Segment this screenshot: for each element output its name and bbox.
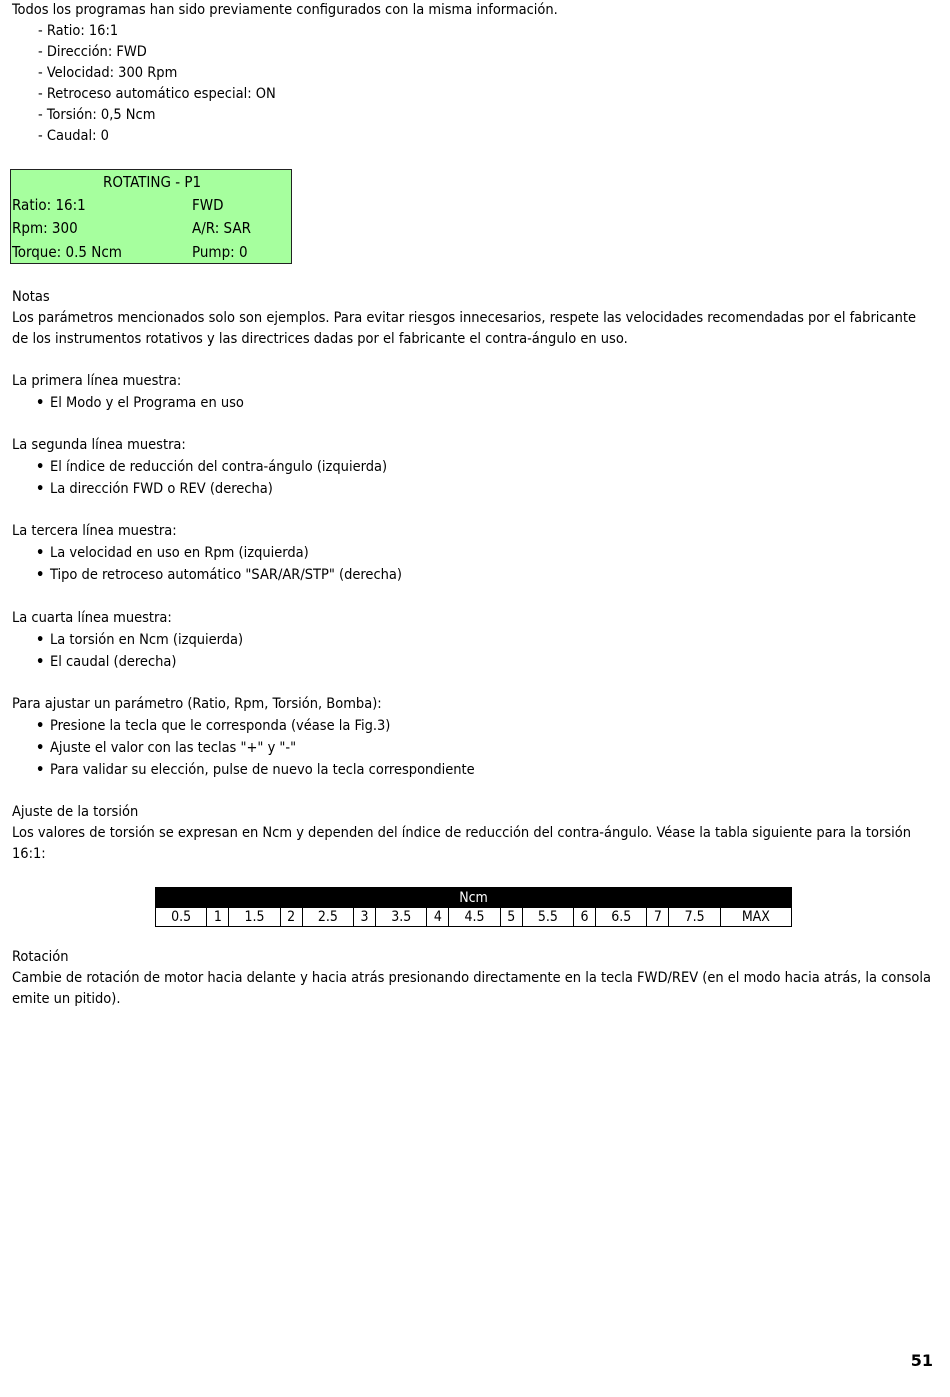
- table-cell: 2: [280, 908, 302, 927]
- ncm-table-header: Ncm: [156, 888, 792, 908]
- list-item: - Torsión: 0,5 Ncm: [38, 105, 932, 126]
- table-cell: 7.5: [669, 908, 720, 927]
- bullet-list: [12, 392, 932, 414]
- list-item: • Para validar su elección, pulse de nuevo la tecla correspondiente: [36, 759, 932, 781]
- table-cell: 0.5: [156, 908, 207, 927]
- ncm-table: [155, 887, 792, 927]
- list-item: • La velocidad en uso en Rpm (izquierda): [36, 542, 932, 564]
- table-cell: 3.5: [376, 908, 427, 927]
- bullet-list: [12, 456, 932, 500]
- display-ratio: Ratio: 16:1: [12, 196, 86, 214]
- list-item: - Dirección: FWD: [38, 42, 932, 63]
- list-item: - Caudal: 0: [38, 126, 932, 147]
- intro-list: [12, 21, 932, 147]
- rotation-text: Cambie de rotación de motor hacia delante y hacia atrás presionando directamente en la tecla FWD/REV (en el modo hacia atrás, la consola emite un pitido).: [12, 970, 931, 1007]
- table-cell: MAX: [720, 908, 791, 927]
- table-cell: 2.5: [302, 908, 353, 927]
- line-4-section: [12, 608, 932, 673]
- list-item: - Retroceso automático especial: ON: [38, 84, 932, 105]
- list-item: • Presione la tecla que le corresponda (véase la Fig.3): [36, 715, 932, 737]
- torque-text: Los valores de torsión se expresan en Ncm y dependen del índice de reducción del contra-ángulo. Véase la tabla siguiente para la torsión 16:1:: [12, 825, 911, 862]
- bullet-list: [12, 629, 932, 673]
- list-item: • La torsión en Ncm (izquierda): [36, 629, 932, 651]
- section-heading: La tercera línea muestra:: [12, 523, 177, 539]
- list-item: • Ajuste el valor con las teclas "+" y "-": [36, 737, 932, 759]
- notes-section: [12, 287, 932, 350]
- rotation-heading: Rotación: [12, 949, 69, 965]
- section-heading: La segunda línea muestra:: [12, 437, 186, 453]
- table-cell: 5.5: [522, 908, 573, 927]
- list-item: • El caudal (derecha): [36, 651, 932, 673]
- table-row: [156, 908, 792, 927]
- list-item: • El índice de reducción del contra-ángulo (izquierda): [36, 456, 932, 478]
- bullet-list: [12, 715, 932, 781]
- intro-section: [12, 0, 932, 147]
- table-cell: 1: [207, 908, 229, 927]
- table-cell: 3: [354, 908, 376, 927]
- section-heading: La primera línea muestra:: [12, 373, 182, 389]
- table-cell: 6: [574, 908, 596, 927]
- list-item: • El Modo y el Programa en uso: [36, 392, 932, 414]
- list-item: • Tipo de retroceso automático "SAR/AR/STP" (derecha): [36, 564, 932, 586]
- display-torque: Torque: 0.5 Ncm: [12, 243, 122, 261]
- section-heading: La cuarta línea muestra:: [12, 610, 172, 626]
- notes-text: Los parámetros mencionados solo son ejemplos. Para evitar riesgos innecesarios, respete las velocidades recomendadas por el fabricante de los instrumentos rotativos y las directrices dadas por el fabricante el contra-ángulo en uso.: [12, 310, 917, 347]
- table-cell: 6.5: [596, 908, 647, 927]
- rotation-section: [12, 947, 932, 1010]
- bullet-list: [12, 542, 932, 586]
- display-direction: FWD: [192, 196, 224, 214]
- table-cell: 4: [427, 908, 449, 927]
- lcd-display: [10, 169, 292, 264]
- line-1-section: [12, 371, 932, 414]
- table-cell: 4.5: [449, 908, 500, 927]
- display-pump: Pump: 0: [192, 243, 248, 261]
- torque-heading: Ajuste de la torsión: [12, 804, 139, 820]
- table-cell: 7: [647, 908, 669, 927]
- list-item: - Ratio: 16:1: [38, 21, 932, 42]
- intro-text: Todos los programas han sido previamente configurados con la misma información.: [12, 2, 558, 18]
- line-3-section: [12, 521, 932, 586]
- table-cell: 5: [500, 908, 522, 927]
- display-rpm: Rpm: 300: [12, 219, 78, 237]
- section-heading: Para ajustar un parámetro (Ratio, Rpm, Torsión, Bomba):: [12, 696, 382, 712]
- adjust-section: [12, 694, 932, 781]
- page-number: 51: [910, 1351, 933, 1370]
- notes-heading: Notas: [12, 289, 50, 305]
- list-item: • La dirección FWD o REV (derecha): [36, 478, 932, 500]
- display-ar: A/R: SAR: [192, 219, 251, 237]
- list-item: - Velocidad: 300 Rpm: [38, 63, 932, 84]
- table-cell: 1.5: [229, 908, 280, 927]
- display-title: ROTATING - P1: [103, 173, 202, 191]
- torque-section: [12, 802, 932, 865]
- line-2-section: [12, 435, 932, 500]
